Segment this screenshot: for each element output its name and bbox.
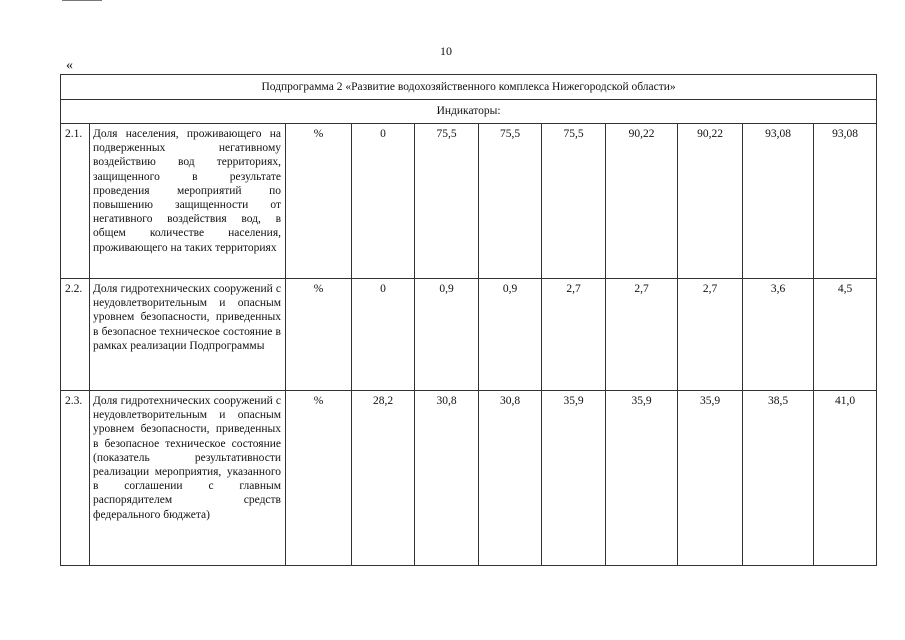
- value-cell: 3,6: [743, 279, 814, 391]
- table-row: [61, 124, 877, 279]
- value-cell: 90,22: [678, 124, 743, 279]
- value-cell: 35,9: [678, 391, 743, 566]
- top-edge-line: [62, 0, 102, 1]
- page-number: 10: [440, 44, 452, 58]
- row-number: 2.1.: [61, 124, 90, 279]
- subprogram-title: Подпрограмма 2 «Развитие водохозяйственного комплекса Нижегородской области»: [61, 75, 877, 100]
- value-cell: 0,9: [479, 279, 542, 391]
- value-cell: 0: [352, 124, 415, 279]
- value-cell: 28,2: [352, 391, 415, 566]
- table-row: [61, 279, 877, 391]
- table-row: [61, 391, 877, 566]
- row-number: 2.3.: [61, 391, 90, 566]
- value-cell: 0: [352, 279, 415, 391]
- value-cell: 38,5: [743, 391, 814, 566]
- value-cell: 75,5: [415, 124, 479, 279]
- indicator-description: Доля населения, проживающего на подверженных негативному воздействию вод территориях, защищенного в результате проведения мероприятий по повышению защищенности от негативного воздействия вод, в общем количестве населения, проживающего на таких территориях: [90, 124, 286, 279]
- unit-cell: %: [286, 279, 352, 391]
- value-cell: 93,08: [743, 124, 814, 279]
- value-cell: 93,08: [814, 124, 877, 279]
- opening-quote-mark: «: [66, 58, 73, 73]
- unit-cell: %: [286, 124, 352, 279]
- indicator-description: Доля гидротехнических сооружений с неудовлетворительным и опасным уровнем безопасности, приведенных в безопасное техническое состояние в рамках реализации Подпрограммы: [90, 279, 286, 391]
- value-cell: 90,22: [606, 124, 678, 279]
- value-cell: 35,9: [606, 391, 678, 566]
- indicators-title: Индикаторы:: [61, 100, 877, 124]
- value-cell: 30,8: [415, 391, 479, 566]
- value-cell: 2,7: [606, 279, 678, 391]
- value-cell: 2,7: [678, 279, 743, 391]
- value-cell: 4,5: [814, 279, 877, 391]
- value-cell: 0,9: [415, 279, 479, 391]
- value-cell: 2,7: [542, 279, 606, 391]
- indicator-description: Доля гидротехнических сооружений с неудовлетворительным и опасным уровнем безопасности, приведенных в безопасное техническое состояние (показатель результативности реализации мероприятия, указанного в соглашении с главным распорядителем средств федерального бюджета): [90, 391, 286, 566]
- unit-cell: %: [286, 391, 352, 566]
- subprogram-header-row: [61, 75, 877, 100]
- value-cell: 75,5: [542, 124, 606, 279]
- indicators-table: [60, 74, 877, 566]
- value-cell: 41,0: [814, 391, 877, 566]
- indicators-header-row: [61, 100, 877, 124]
- value-cell: 35,9: [542, 391, 606, 566]
- value-cell: 75,5: [479, 124, 542, 279]
- value-cell: 30,8: [479, 391, 542, 566]
- row-number: 2.2.: [61, 279, 90, 391]
